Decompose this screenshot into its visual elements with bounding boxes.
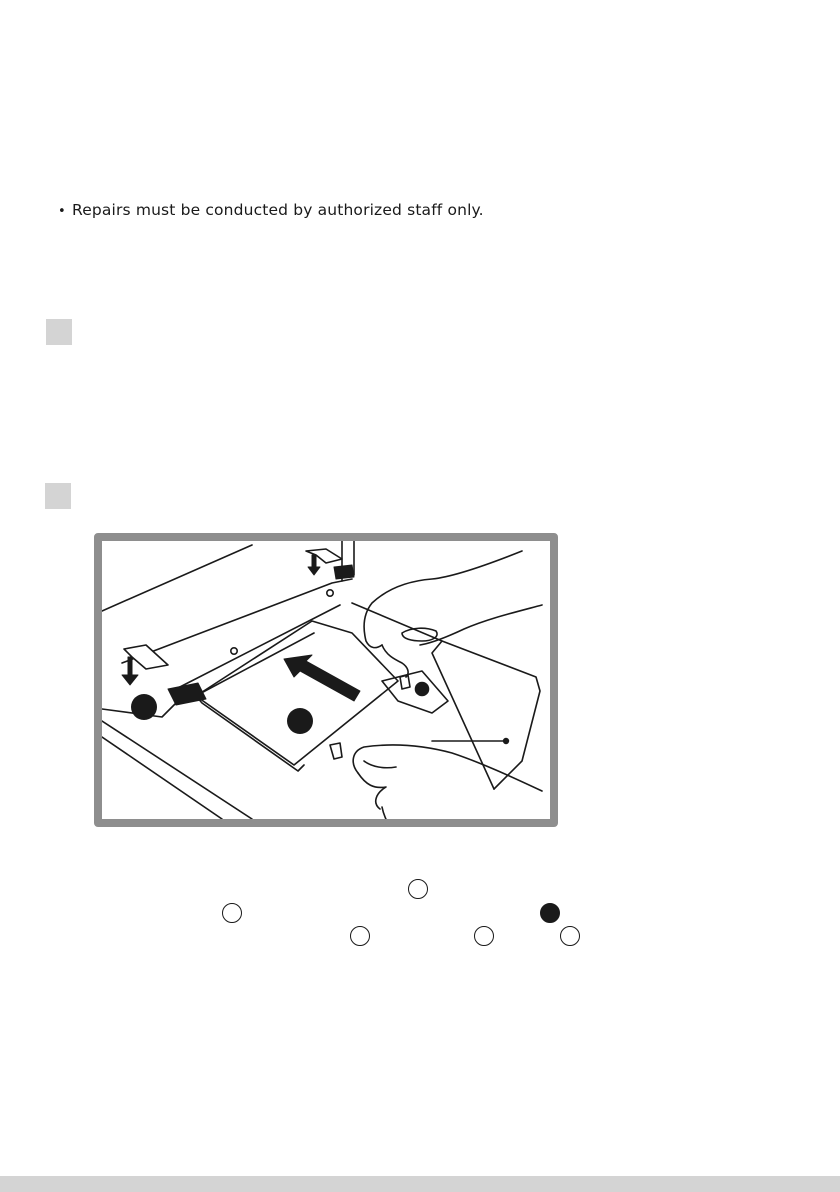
base-edge-inner bbox=[102, 737, 222, 819]
repair-notice-text: Repairs must be conducted by authorized staff only. bbox=[72, 201, 484, 219]
screw-front bbox=[231, 648, 237, 654]
push-direction-arrow-icon bbox=[284, 655, 360, 701]
down-arrow-front-icon bbox=[122, 657, 138, 685]
step-marker-2 bbox=[45, 483, 71, 509]
base-edge bbox=[102, 721, 252, 819]
reference-circle-2 bbox=[222, 903, 242, 923]
reference-circle-6 bbox=[560, 926, 580, 946]
lower-hand-thumb bbox=[364, 761, 396, 768]
drawer-insertion-drawing bbox=[102, 541, 550, 819]
drawer-housing-side bbox=[432, 641, 494, 789]
knob-plate bbox=[382, 671, 448, 713]
down-arrow-rear-icon bbox=[308, 555, 320, 575]
callout-marker-center bbox=[287, 708, 313, 734]
callout-marker-left bbox=[131, 694, 157, 720]
clip-left bbox=[330, 743, 342, 759]
reference-circle-4 bbox=[350, 926, 370, 946]
step-marker-1 bbox=[46, 319, 72, 345]
cabinet-edge bbox=[102, 545, 252, 611]
clip-right bbox=[400, 675, 410, 689]
installation-illustration bbox=[94, 533, 558, 827]
upper-hand-outline bbox=[364, 551, 522, 648]
knob bbox=[416, 683, 429, 696]
bullet: • bbox=[58, 204, 66, 219]
pull-cord-lower bbox=[382, 807, 392, 819]
reference-circle-3-filled bbox=[540, 903, 560, 923]
pull-cord-upper bbox=[382, 645, 408, 677]
screw-rear bbox=[327, 590, 333, 596]
rod-end bbox=[504, 739, 509, 744]
upper-hand-fingers bbox=[402, 628, 437, 641]
rear-latch bbox=[334, 565, 354, 579]
lower-hand-fingers bbox=[358, 773, 386, 809]
reference-circle-1 bbox=[408, 879, 428, 899]
footer-bar bbox=[0, 1176, 840, 1192]
hook-rear bbox=[306, 549, 342, 563]
repair-notice bbox=[58, 201, 484, 219]
reference-circle-5 bbox=[474, 926, 494, 946]
